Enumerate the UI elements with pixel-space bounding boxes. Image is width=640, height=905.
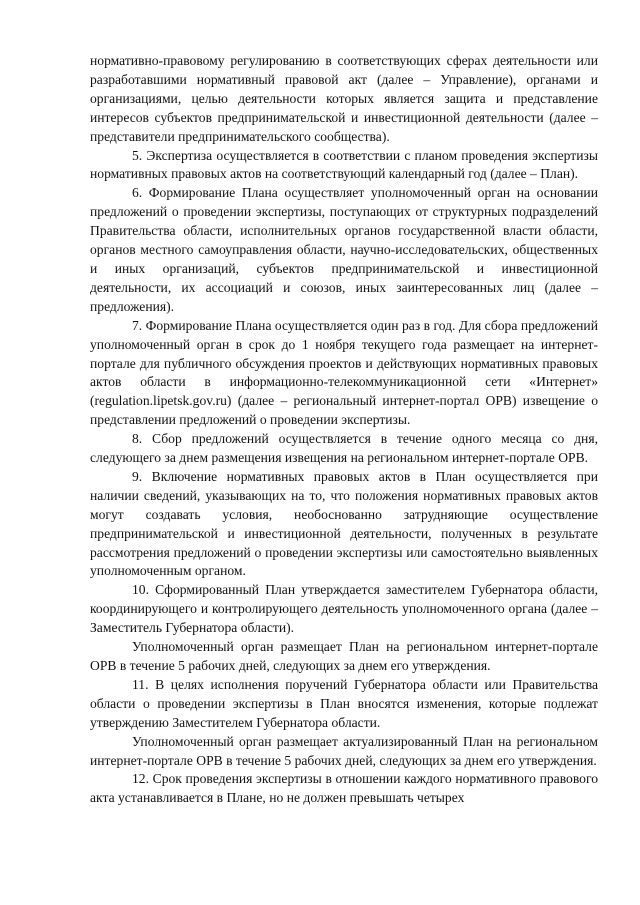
paragraph-10: 10. Сформированный План утверждается заместителем Губернатора области, координирующего и контролирующего деятельность уполномоченного органа (далее – Заместитель Губернатора области). [90,582,598,636]
paragraph-12: 12. Срок проведения экспертизы в отношении каждого нормативного правового акта устанавливается в Плане, но не должен превышать четырех [90,771,598,806]
paragraph-7: 7. Формирование Плана осуществляется один раз в год. Для сбора предложений уполномоченный орган в срок до 1 ноября текущего года размещает на интернет-портале для публичного обсуждения проектов и действующих нормативных правовых актов области в информационно-телекоммуникационной сети «Интернет» (regulation.lipetsk.gov.ru) (далее – региональный интернет-портал ОРВ) извещение о представлении предложений о проведении экспертизы. [90,317,598,428]
paragraph-6: 6. Формирование Плана осуществляет уполномоченный орган на основании предложений о проведении экспертизы, поступающих от структурных подразделений Правительства области, исполнительных органов государственной власти области, органов местного самоуправления области, научно-исследовательских, общественных и иных организаций, субъектов предпринимательской и инвестиционной деятельности, их ассоциаций и союзов, иных заинтересованных лиц (далее – предложения). [90,185,598,314]
paragraph-9: 9. Включение нормативных правовых актов в План осуществляется при наличии сведений, указывающих на то, что положения нормативных правовых актов могут создавать условия, необоснованно затрудняющие осуществление предпринимательской и инвестиционной деятельности, полученных в результате рассмотрения предложений о проведении экспертизы или самостоятельно выявленных уполномоченным органом. [90,468,598,579]
paragraph-8: 8. Сбор предложений осуществляется в течение одного месяца со дня, следующего за днем размещения извещения на региональном интернет-портале ОРВ. [90,431,598,466]
paragraph-11: 11. В целях исполнения поручений Губернатора области или Правительства области о проведении экспертизы в План вносятся изменения, которые подлежат утверждению Заместителем Губернатора области. [90,676,598,730]
paragraph-11-publication: Уполномоченный орган размещает актуализированный План на региональном интернет-портале ОРВ в течение 5 рабочих дней, следующих за днем его утверждения. [90,733,598,768]
document-page [90,52,598,808]
paragraph-continuation: нормативно-правовому регулированию в соответствующих сферах деятельности или разработавшими нормативный правовой акт (далее – Управление), органами и организациями, целью деятельности которых является защита и представление интересов субъектов предпринимательской и инвестиционной деятельности (далее – представители предпринимательского сообщества). [90,53,598,144]
paragraph-10-publication: Уполномоченный орган размещает План на региональном интернет-портале ОРВ в течение 5 рабочих дней, следующих за днем его утверждения. [90,639,598,673]
paragraph-5: 5. Экспертиза осуществляется в соответствии с планом проведения экспертизы нормативных правовых актов на соответствующий календарный год (далее – План). [90,147,598,182]
